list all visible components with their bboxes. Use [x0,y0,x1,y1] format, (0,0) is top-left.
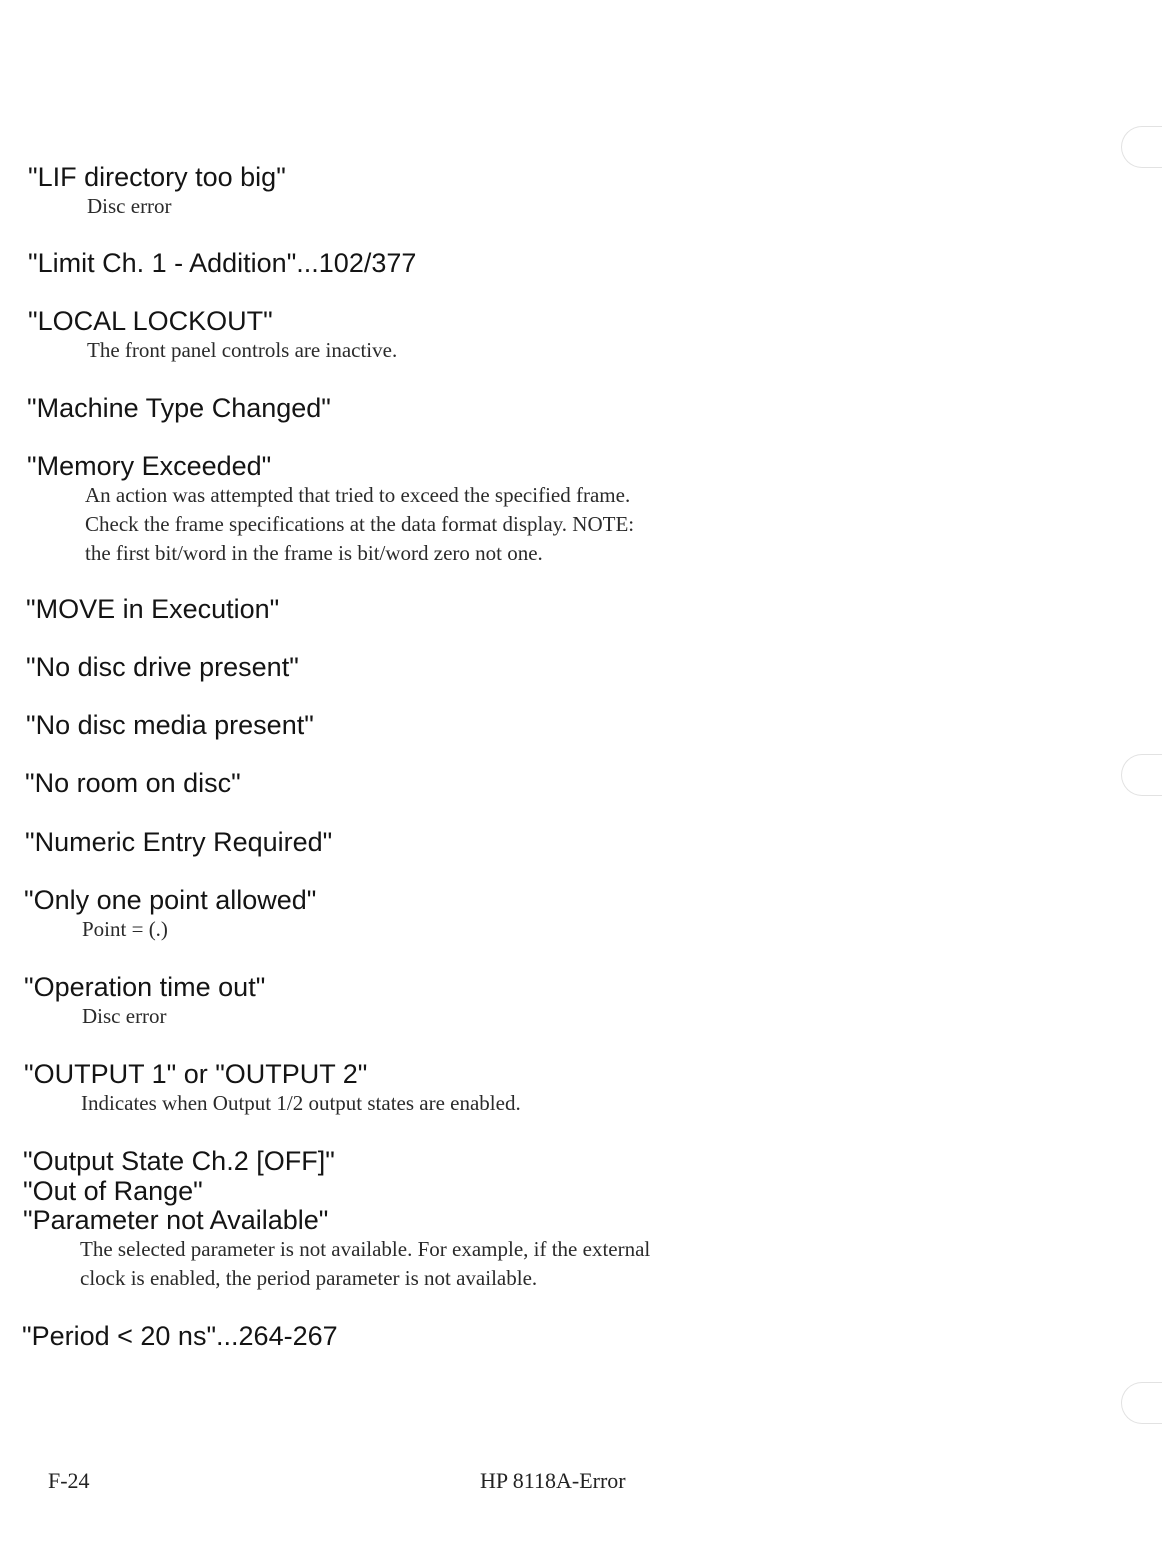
entry-title: "Parameter not Available" [23,1205,329,1235]
entry-description: Disc error [82,1004,167,1028]
entry-limit-ch1 [0,248,1000,278]
entry-description: The selected parameter is not available. For example, if the external [80,1237,651,1261]
entry-title: "Only one point allowed" [24,885,317,915]
entry-title: "LOCAL LOCKOUT" [28,306,273,336]
entry-description: Disc error [87,194,172,218]
entry-title: "Out of Range" [23,1176,203,1206]
entry-description: Indicates when Output 1/2 output states are enabled. [81,1091,521,1115]
entry-description: Point = (.) [82,917,168,941]
entry-title: "Machine Type Changed" [27,393,331,423]
entry-no-disc-media [0,710,1000,740]
entry-title: "Operation time out" [24,972,266,1002]
entry-no-disc-drive [0,652,1000,682]
entry-description: the first bit/word in the frame is bit/word zero not one. [85,541,543,565]
punch-hole-mark [1121,754,1162,796]
entry-title: "No room on disc" [25,768,241,798]
entry-title: "No disc media present" [26,710,314,740]
entry-local-lockout [0,306,1000,365]
punch-hole-mark [1121,1382,1162,1424]
entry-description: The front panel controls are inactive. [87,338,398,362]
entry-memory-exceeded [0,451,1000,568]
entry-move-execution [0,594,1000,624]
entry-title: "Limit Ch. 1 - Addition"...102/377 [28,248,417,278]
entry-lif-directory [0,162,1000,221]
entry-output-state [0,1146,1000,1176]
page-number: F-24 [48,1468,90,1493]
entry-output [0,1059,1000,1118]
entry-title: "No disc drive present" [26,652,299,682]
entry-only-one-point [0,885,1000,944]
document-title: HP 8118A-Error [480,1468,626,1493]
entry-title: "LIF directory too big" [28,162,286,192]
entry-description: clock is enabled, the period parameter is not available. [80,1266,538,1290]
entry-description: An action was attempted that tried to exceed the specified frame. [85,483,631,507]
entry-no-room-disc [0,768,1000,798]
entry-title: "Memory Exceeded" [27,451,272,481]
entry-title: "Period < 20 ns"...264-267 [22,1321,338,1351]
entry-title: "Output State Ch.2 [OFF]" [23,1146,335,1176]
entry-title: "OUTPUT 1" or "OUTPUT 2" [24,1059,368,1089]
entry-parameter-not-available [0,1205,1000,1293]
entry-title: "MOVE in Execution" [26,594,280,624]
punch-hole-mark [1121,126,1162,168]
entry-out-of-range [0,1176,1000,1206]
entry-operation-timeout [0,972,1000,1031]
entry-period [0,1321,1000,1351]
entry-description: Check the frame specifications at the data format display. NOTE: [85,512,635,536]
entry-machine-type [0,393,1000,423]
entry-numeric-entry [0,827,1000,857]
entry-title: "Numeric Entry Required" [25,827,333,857]
